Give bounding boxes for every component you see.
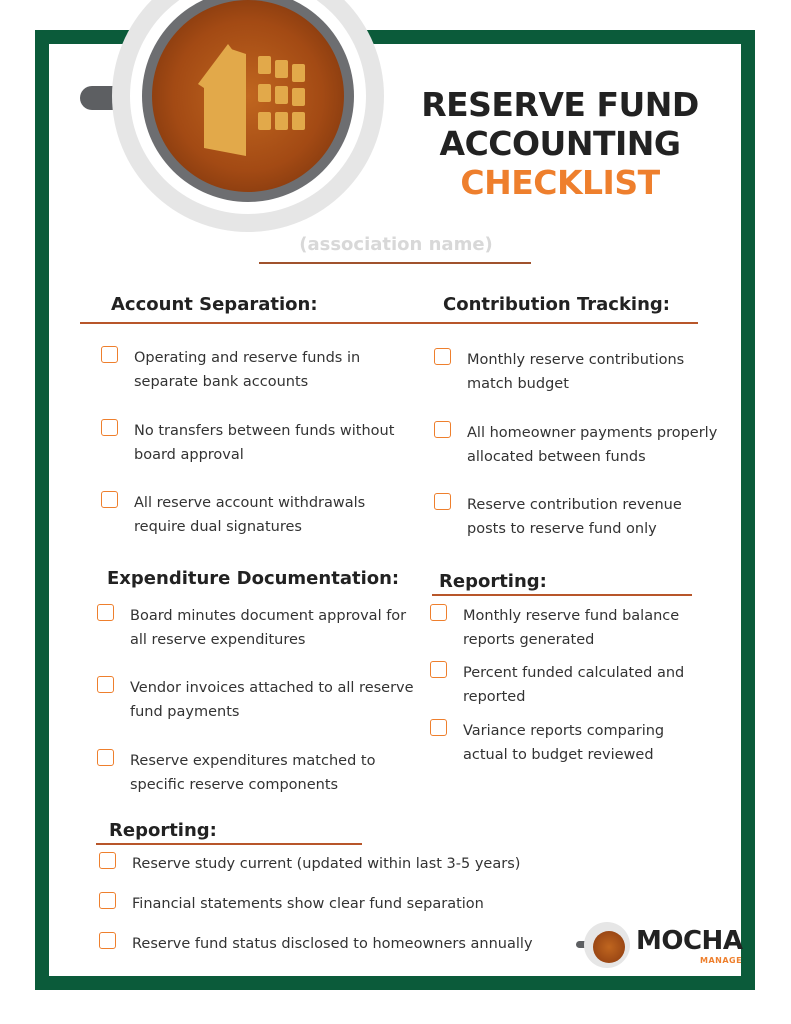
checklist-item[interactable]: Percent funded calculated and reported [430,661,684,709]
checkbox[interactable] [434,348,451,365]
checkbox[interactable] [434,421,451,438]
checkbox[interactable] [101,491,118,508]
association-underline [259,262,531,264]
association-name-field[interactable]: (association name) [299,234,493,255]
brand-name: MOCHA [636,926,743,956]
checkbox[interactable] [97,604,114,621]
section-rule [96,843,362,845]
checklist-item[interactable]: Monthly reserve contributions match budget [434,348,684,396]
checklist-item[interactable]: All homeowner payments properly allocated between funds [434,421,717,469]
checkbox[interactable] [101,346,118,363]
checklist-item[interactable]: Reserve study current (updated within last 3-5 years) [99,852,520,876]
contribution-tracking-heading: Contribution Tracking: [443,294,670,315]
title-line-3: CHECKLIST [460,163,660,202]
reporting-heading: Reporting: [439,571,547,592]
section-rule [430,322,698,324]
checklist-item[interactable]: No transfers between funds without board approval [101,419,394,467]
section-rule [432,594,692,596]
building-icon [198,44,310,156]
checklist-item[interactable]: Board minutes document approval for all reserve expenditures [97,604,406,652]
checklist-item[interactable]: Reserve contribution revenue posts to reserve fund only [434,493,682,541]
checklist-item[interactable]: Reserve expenditures matched to specific reserve components [97,749,375,797]
reporting-bottom-heading: Reporting: [109,820,217,841]
checkbox[interactable] [430,661,447,678]
checkbox[interactable] [430,719,447,736]
checkbox[interactable] [99,892,116,909]
checkbox[interactable] [101,419,118,436]
title-line-2: ACCOUNTING [439,124,681,163]
section-rule [80,322,430,324]
checkbox[interactable] [434,493,451,510]
checklist-item[interactable]: All reserve account withdrawals require dual signatures [101,491,365,539]
checklist-item[interactable]: Reserve fund status disclosed to homeowners annually [99,932,533,956]
checkbox[interactable] [99,852,116,869]
checkbox[interactable] [97,749,114,766]
checkbox[interactable] [97,676,114,693]
checklist-item[interactable]: Variance reports comparing actual to budget reviewed [430,719,664,767]
mocha-manage-logo [582,920,742,974]
brand-tagline: MANAGE [700,956,743,965]
checkbox[interactable] [99,932,116,949]
checklist-item[interactable]: Operating and reserve funds in separate bank accounts [101,346,360,394]
title-line-1: RESERVE FUND [421,85,699,124]
checklist-item[interactable]: Monthly reserve fund balance reports generated [430,604,679,652]
checklist-item[interactable]: Vendor invoices attached to all reserve fund payments [97,676,414,724]
expenditure-documentation-heading: Expenditure Documentation: [107,568,400,589]
checkbox[interactable] [430,604,447,621]
account-separation-heading: Account Separation: [111,294,318,315]
checklist-item[interactable]: Financial statements show clear fund separation [99,892,484,916]
